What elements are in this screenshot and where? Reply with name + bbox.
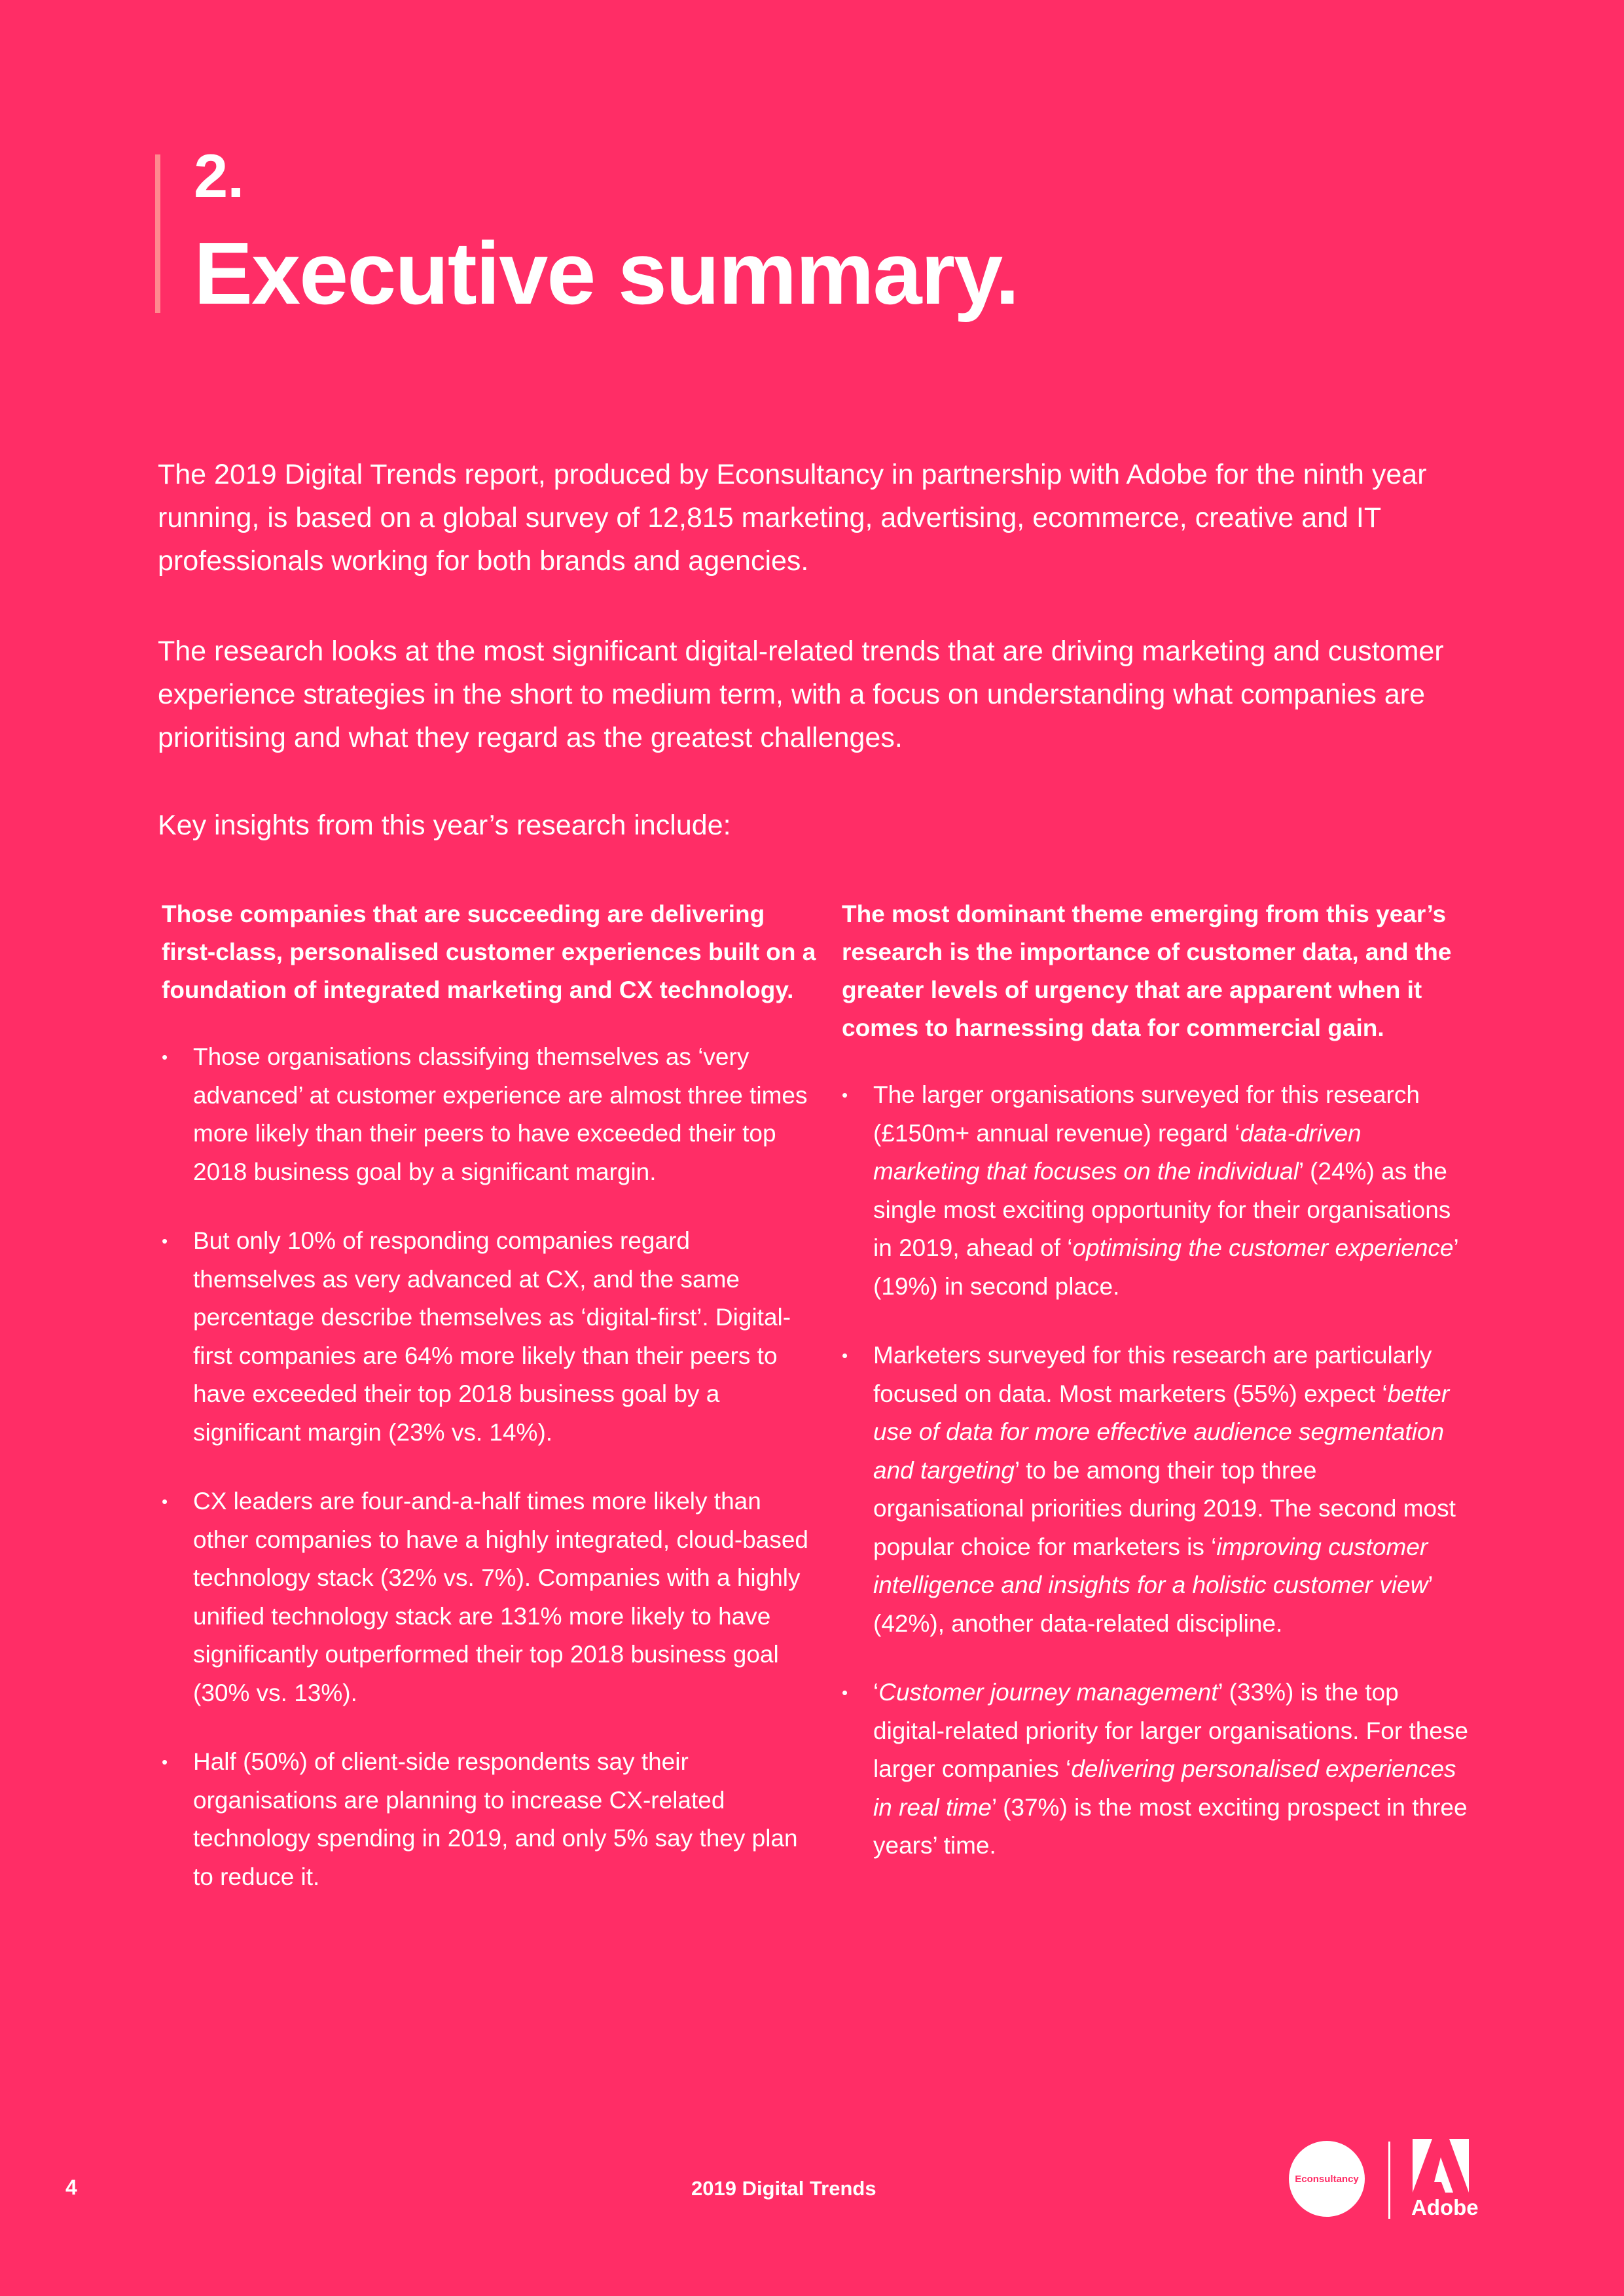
bullet-text: The larger organisations surveyed for this research (£150m+ annual revenue) regard ‘ [873,1081,1420,1147]
title-accent-bar [155,154,160,313]
right-column [842,895,1470,1896]
adobe-logo-icon [1413,2139,1469,2193]
bullet-text: ’ (24%) as the single most exciting opportunity for their organisations in 2019, ahead of ‘ [873,1158,1451,1261]
bullet-quote: improving customer intelligence and insights for a holistic customer view [873,1533,1428,1598]
bullet-quote: optimising the customer experience [1072,1234,1454,1261]
right-column-heading: The most dominant theme emerging from this year’s research is the importance of customer data, and the greater levels of urgency that are apparent when it comes to harnessing data for commercial gain. [842,901,1452,1041]
list-item [842,1336,1470,1643]
bullet-quote: Customer journey management [878,1679,1218,1706]
key-insights-lead: Key insights from this year’s research include: [158,810,731,841]
intro-paragraph-1: The 2019 Digital Trends report, produced by Econsultancy in partnership with Adobe for the ninth year running, is based on a global survey of 12,815 marketing, advertising, ecommerce, creative and IT professionals working for both brands and agencies. [158,459,1427,577]
intro-paragraph-2: The research looks at the most significant digital-related trends that are driving marketing and customer experience strategies in the short to medium term, with a focus on understanding what companies are prioritising and what they regard as the greatest challenges. [158,636,1444,753]
adobe-logo [1411,2139,1479,2220]
bullet-text: ’ (37%) is the most exciting prospect in three years’ time. [873,1793,1468,1859]
logo-divider [1388,2142,1390,2219]
left-bullet-list [162,1038,816,1896]
bullet-text: ’ to be among their top three organisational priorities during 2019. The second most popular choice for marketers is ‘ [873,1456,1456,1560]
list-item: • CX leaders are four-and-a-half times more likely than other companies to have a highly integrated, cloud-based technology stack (32% vs. 7%). Companies with a highly unified technology stack are 131% more likely to have significantly outperformed their top 2018 business goal (30% vs. 13%). [162,1482,816,1712]
list-item [842,1674,1470,1865]
bullet-quote: better use of data for more effective audience segmentation and targeting [873,1380,1450,1484]
adobe-logo-text: Adobe [1411,2195,1479,2219]
list-item [842,1076,1470,1306]
list-item: • But only 10% of responding companies regard themselves as very advanced at CX, and the same percentage describe themselves as ‘digital-first’. Digital-first companies are 64% more likely than their peers to have exceeded their top 2018 business goal by a significant margin (23% vs. 14%). [162,1222,816,1452]
list-item: • Half (50%) of client-side respondents say their organisations are planning to increase CX-related technology spending in 2019, and only 5% say they plan to reduce it. [162,1743,816,1896]
econsultancy-logo [1289,2141,1365,2217]
page-title: Executive summary. [194,224,1019,323]
left-column-heading: Those companies that are succeeding are delivering first-class, personalised customer experiences built on a foundation of integrated marketing and CX technology. [162,901,816,1003]
section-number: 2. [194,141,244,210]
list-item: • Those organisations classifying themselves as ‘very advanced’ at customer experience are almost three times more likely than their peers to have exceeded their top 2018 business goal by a significant margin. [162,1038,816,1191]
bullet-text: ’ (42%), another data-related discipline. [873,1571,1433,1637]
right-bullet-list [842,1076,1470,1865]
bullet-text: ’ (33%) is the top digital-related priority for larger organisations. For these larger companies ‘ [873,1679,1468,1782]
bullet-text: ‘ [873,1679,879,1706]
bullet-text: ’ (19%) in second place. [873,1234,1458,1300]
bullet-quote: delivering personalised experiences in real time [873,1755,1456,1821]
footer-report-title: 2019 Digital Trends [691,2177,876,2200]
econsultancy-logo-text: Econsultancy [1295,2173,1359,2185]
bullet-quote: data-driven marketing that focuses on the individual [873,1119,1362,1185]
page-number: 4 [65,2176,77,2199]
bullet-text: Marketers surveyed for this research are particularly focused on data. Most marketers (55%) expect ‘ [873,1342,1432,1407]
left-column [162,895,816,1927]
